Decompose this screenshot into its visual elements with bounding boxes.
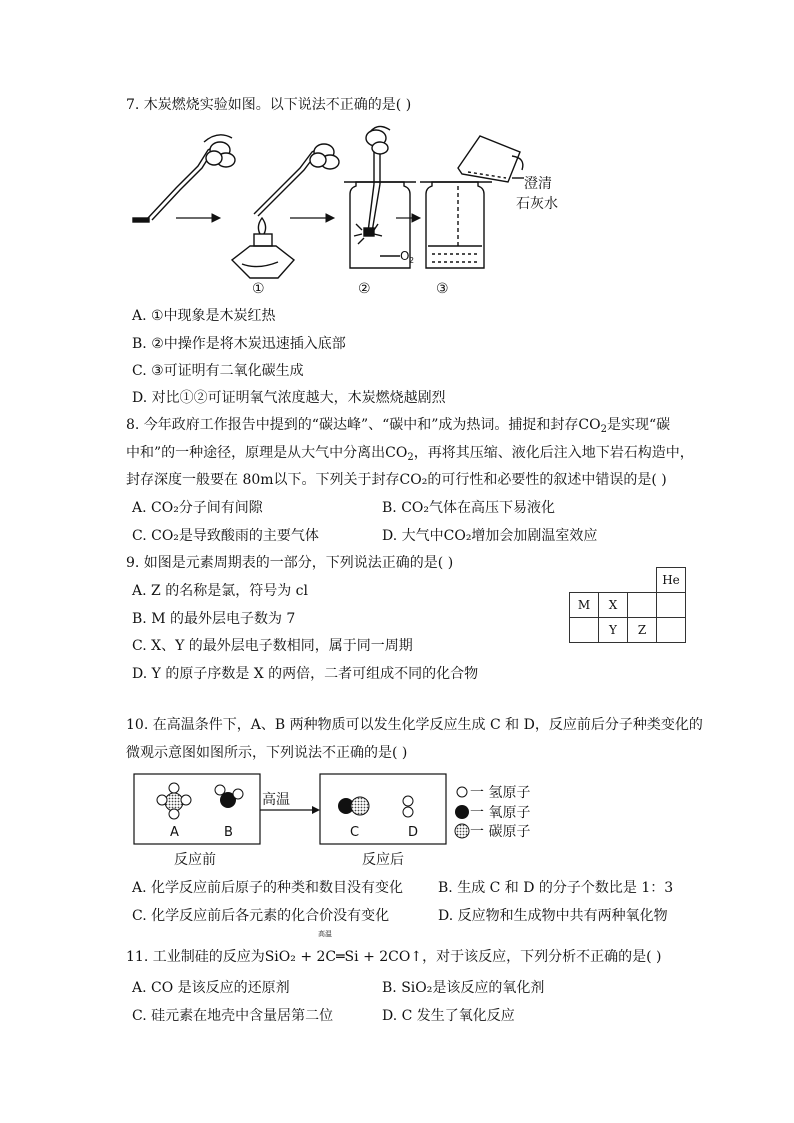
svg-text:O: O xyxy=(400,249,410,263)
q11-option-a[interactable]: A. CO 是该反应的还原剂 xyxy=(132,980,290,996)
q11-stem: 11. 工业制硅的反应为SiO₂ + 2C═Si + 2CO↑，对于该反应，下列分析不正确的是( ) xyxy=(126,949,662,965)
q11-option-b[interactable]: B. SiO₂是该反应的氧化剂 xyxy=(382,980,545,996)
svg-text:B: B xyxy=(224,825,233,840)
q7-figure xyxy=(128,128,558,300)
q9-stem: 9. 如图是元素周期表的一部分，下列说法正确的是( ) xyxy=(126,555,454,571)
q11-option-c[interactable]: C. 硅元素在地壳中含量居第二位 xyxy=(132,1008,334,1024)
q8-option-d[interactable]: D. 大气中CO₂增加会加剧温室效应 xyxy=(382,528,598,544)
q9-option-b[interactable]: B. M 的最外层电子数为 7 xyxy=(132,611,296,627)
svg-text:一 氢原子: 一 氢原子 xyxy=(470,785,531,801)
q8-stem-line2: 中和”的一种途径，原理是从大气中分离出$CO_2$，再将其压缩、液化后注入地下岩石构造中， xyxy=(126,445,694,463)
svg-text:一 氧原子: 一 氧原子 xyxy=(470,805,531,821)
svg-text:①: ① xyxy=(252,281,265,297)
cell-y: Y xyxy=(599,618,628,643)
svg-text:A: A xyxy=(170,825,179,840)
svg-text:③: ③ xyxy=(436,281,449,297)
q10-stem-line2: 微观示意图如图所示，下列说法不正确的是( ) xyxy=(126,745,408,761)
svg-text:C: C xyxy=(350,825,360,840)
q11-condition: 高温 xyxy=(318,930,332,938)
cell-x: X xyxy=(599,593,628,618)
q8-option-c[interactable]: C. CO₂是导致酸雨的主要气体 xyxy=(132,528,319,544)
cell-he: He xyxy=(657,568,686,593)
q8-stem-line1: 8. 今年政府工作报告中提到的“碳达峰”、“碳中和”成为热词。捕捉和封存$CO_2$是实现“碳 xyxy=(126,417,671,435)
q9-option-c[interactable]: C. X、Y 的最外层电子数相同，属于同一周期 xyxy=(132,638,413,654)
q11-option-d[interactable]: D. C 发生了氧化反应 xyxy=(382,1008,515,1024)
svg-text:2: 2 xyxy=(409,256,415,265)
q10-option-a[interactable]: A. 化学反应前后原子的种类和数目没有变化 xyxy=(132,880,404,896)
q7-option-a[interactable]: A. ①中现象是木炭红热 xyxy=(132,308,276,324)
q7-option-d[interactable]: D. 对比①②可证明氧气浓度越大，木炭燃烧越剧烈 xyxy=(132,390,446,406)
q9-option-a[interactable]: A. Z 的名称是氯，符号为 cl xyxy=(132,583,308,599)
cell-m: M xyxy=(570,593,599,618)
svg-text:高温: 高温 xyxy=(262,792,290,808)
svg-text:石灰水: 石灰水 xyxy=(516,196,558,212)
q7-option-b[interactable]: B. ②中操作是将木炭迅速插入底部 xyxy=(132,336,346,352)
q10-option-c[interactable]: C. 化学反应前后各元素的化合价没有变化 xyxy=(132,908,390,924)
q8-option-b[interactable]: B. CO₂气体在高压下易液化 xyxy=(382,500,555,516)
svg-text:D: D xyxy=(408,825,419,840)
q8-stem-line3: 封存深度一般要在 80m以下。下列关于封存CO₂的可行性和必要性的叙述中错误的是( ) xyxy=(126,472,667,488)
q10-option-d[interactable]: D. 反应物和生成物中共有两种氧化物 xyxy=(438,908,668,924)
svg-text:一 碳原子: 一 碳原子 xyxy=(470,824,531,840)
q10-option-b[interactable]: B. 生成 C 和 D 的分子个数比是 1：3 xyxy=(438,880,674,896)
q7-stem: 7. 木炭燃烧实验如图。以下说法不正确的是( ) xyxy=(126,97,412,113)
q9-option-d[interactable]: D. Y 的原子序数是 X 的两倍，二者可组成不同的化合物 xyxy=(132,666,479,682)
q10-figure xyxy=(132,770,552,870)
svg-text:反应后: 反应后 xyxy=(362,852,404,868)
svg-text:②: ② xyxy=(358,281,371,297)
q7-option-c[interactable]: C. ③可证明有二氧化碳生成 xyxy=(132,363,304,379)
periodic-table-fragment xyxy=(569,567,686,643)
q10-stem-line1: 10. 在高温条件下，A、B 两种物质可以发生化学反应生成 C 和 D，反应前后分子种类变化的 xyxy=(126,717,703,733)
q8-option-a[interactable]: A. CO₂分子间有间隙 xyxy=(132,500,263,516)
svg-text:反应前: 反应前 xyxy=(174,852,216,868)
svg-text:澄清: 澄清 xyxy=(524,176,552,192)
cell-z: Z xyxy=(628,618,657,643)
